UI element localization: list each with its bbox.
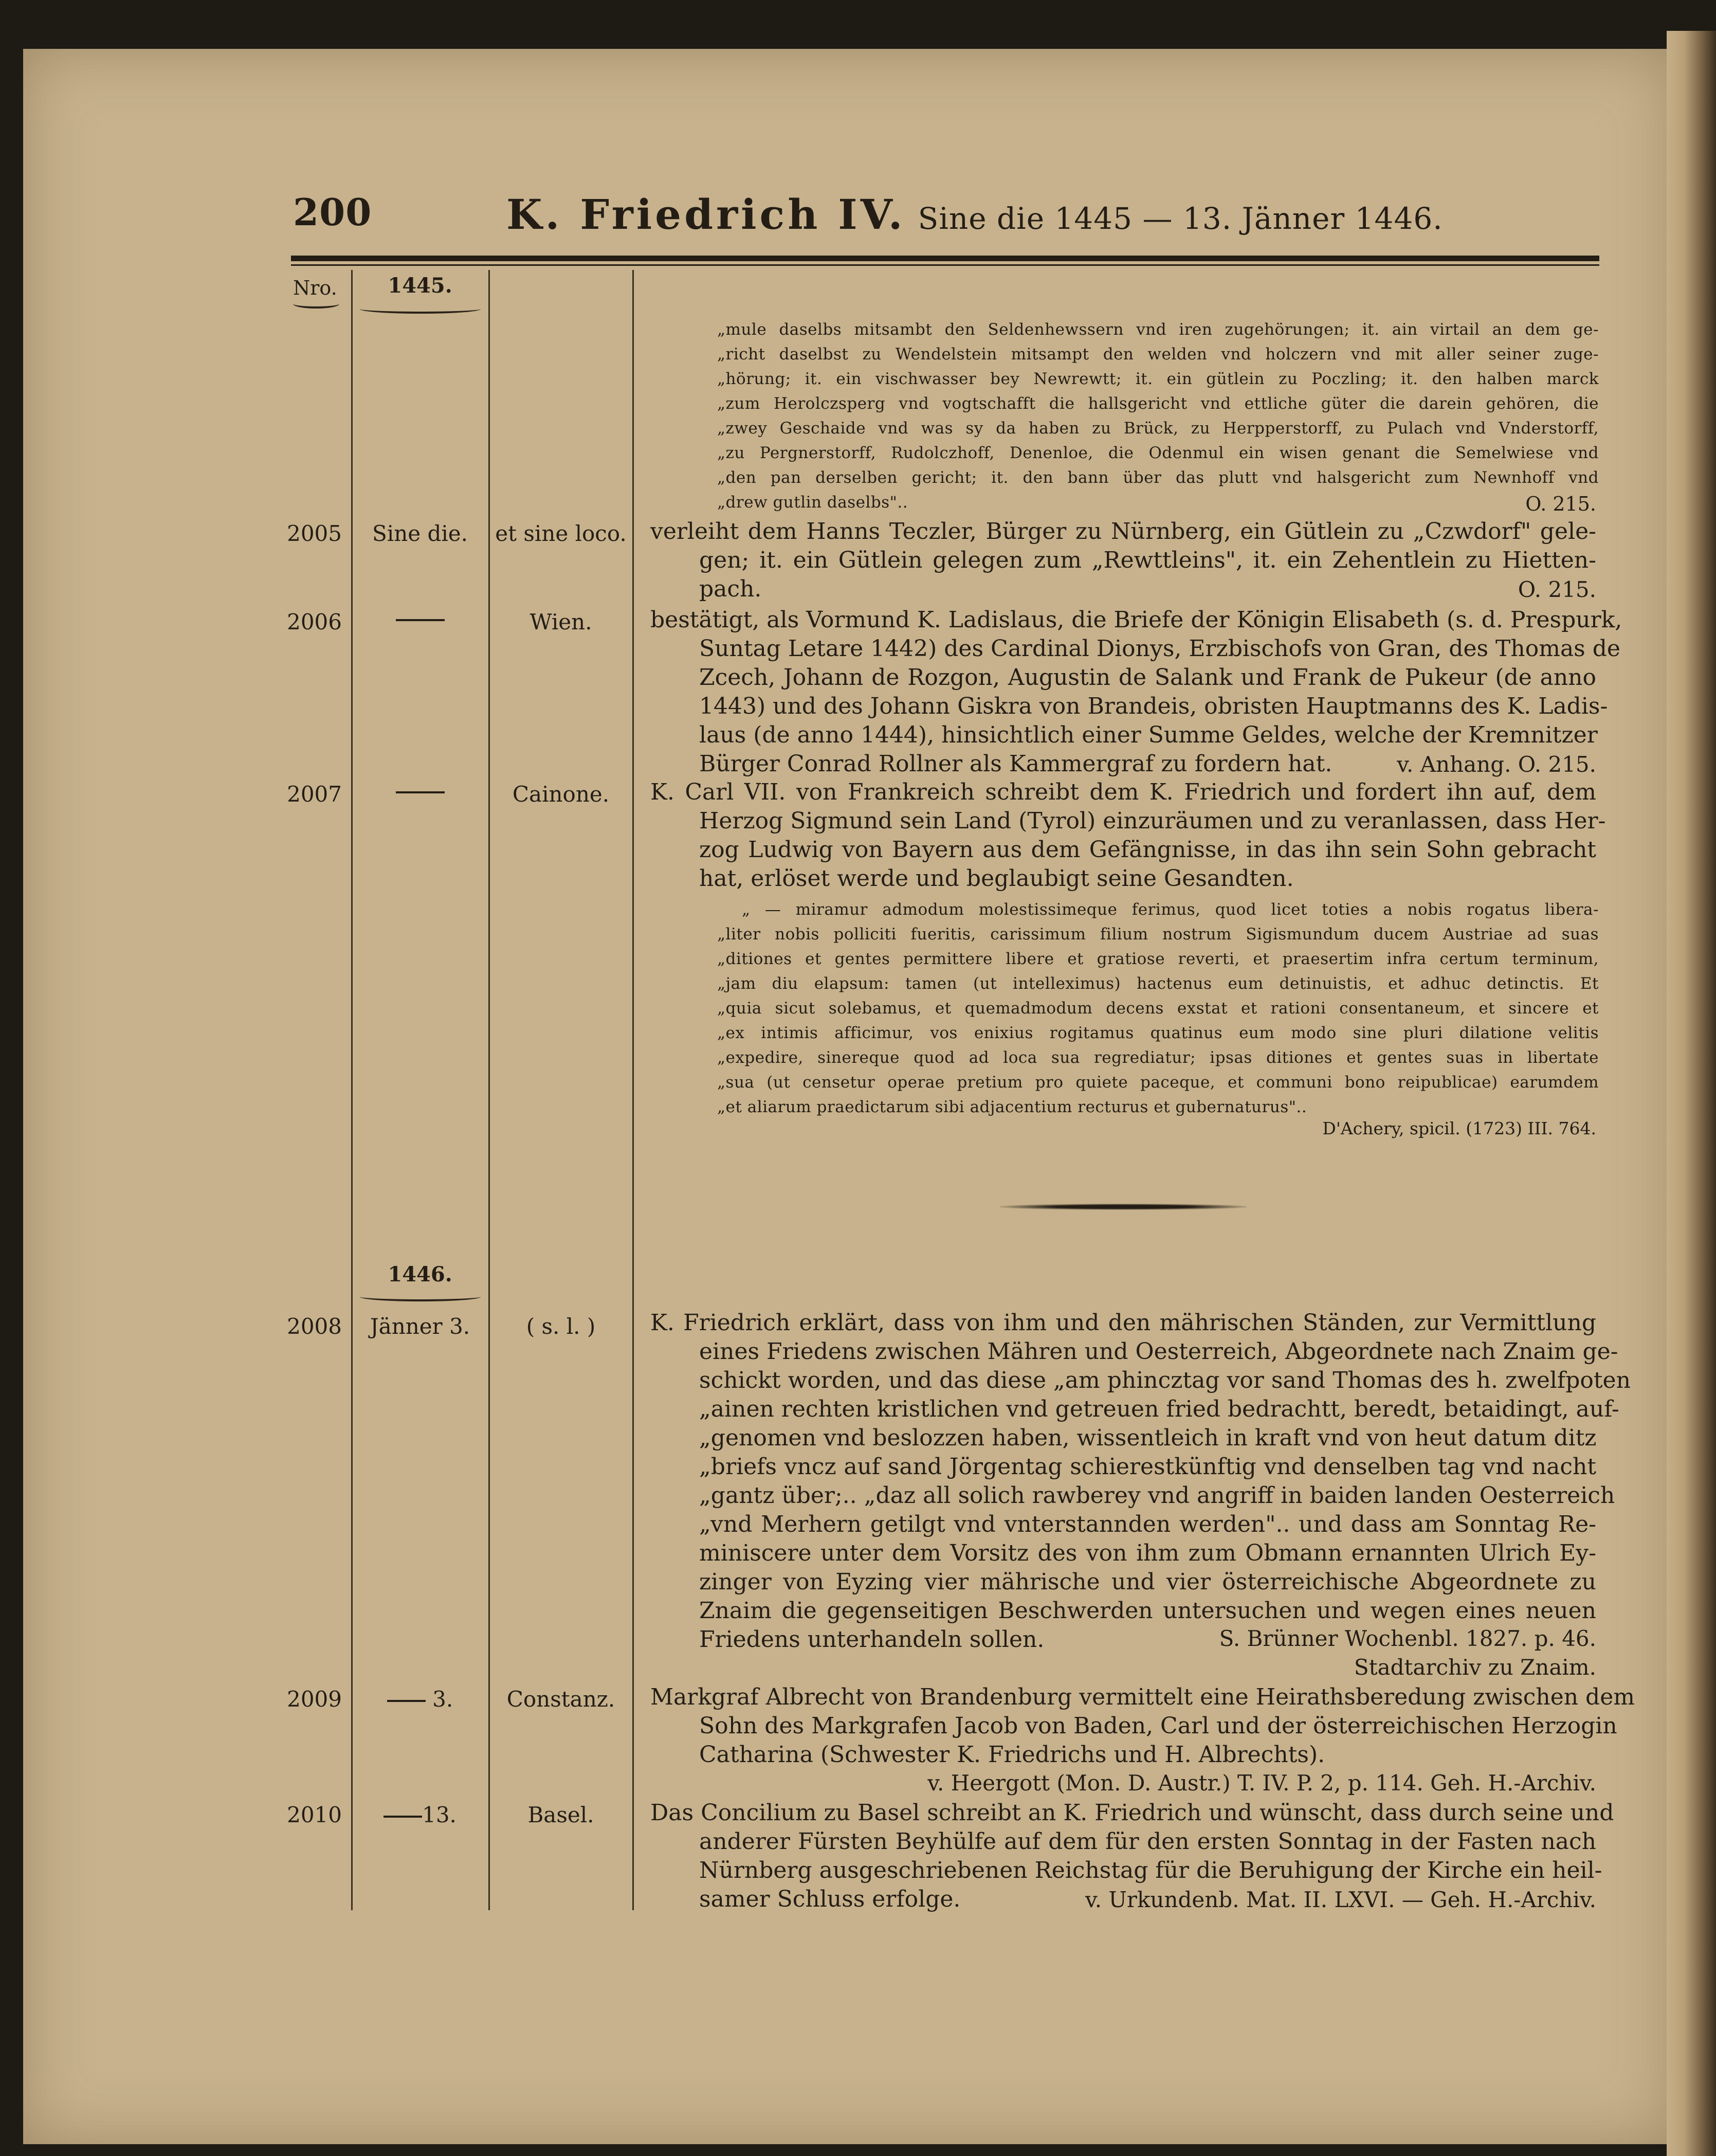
running-title-dates: Sine die 1445 — 13. Jänner 1446. bbox=[918, 201, 1443, 236]
entry-number: 2008 bbox=[287, 1314, 342, 1339]
quote-line: „zu Pergnerstorff, Rudolczhoff, Denenloe, die Odenmul ein wisen genant die Semelwiese vnd bbox=[717, 444, 1599, 462]
text-line: Markgraf Albrecht von Brandenburg vermittelt eine Heirathsberedung zwischen dem bbox=[650, 1684, 1635, 1710]
ditto-dash bbox=[384, 1816, 422, 1818]
quote-line: „hörung; it. ein vischwasser bey Newrewtt; it. ein gütlein zu Poczling; it. den halben marck bbox=[717, 370, 1599, 388]
quote-line: „sua (ut censetur operae pretium pro quiete paceque, et communi bono reipublicae) earumdem bbox=[717, 1073, 1599, 1092]
citation: Stadtarchiv zu Znaim. bbox=[1354, 1655, 1596, 1680]
ditto-dash bbox=[396, 619, 445, 621]
text-line: Friedens unterhandeln sollen. bbox=[699, 1626, 1045, 1653]
text-line: verleiht dem Hanns Teczler, Bürger zu Nürnberg, ein Gütlein zu „Czwdorf" gele- bbox=[650, 518, 1596, 545]
quote-line: „quia sicut solebamus, et quemadmodum decens exstat et rationi consentaneum, et sincere et bbox=[717, 999, 1599, 1018]
entry-date bbox=[354, 606, 486, 631]
citation: v. Urkundenb. Mat. II. LXVI. — Geh. H.-Archiv. bbox=[1085, 1887, 1596, 1912]
quote-line: „ditiones et gentes permittere libere et gratiose reverti, et praesertim infra certum terminum, bbox=[717, 950, 1599, 968]
quote-line: „mule daselbs mitsambt den Seldenhewssern vnd iren zugehörungen; it. ain virtail an dem ge- bbox=[717, 320, 1599, 339]
citation: D'Achery, spicil. (1723) III. 764. bbox=[1322, 1118, 1596, 1138]
ditto-dash bbox=[396, 791, 445, 793]
entry-text bbox=[650, 517, 1596, 604]
quote-line: „drew gutlin daselbs".. bbox=[717, 493, 908, 512]
number-column-heading: Nro. bbox=[293, 277, 337, 299]
entry-date: Jänner 3. bbox=[370, 1314, 470, 1339]
entry-place: Cainone. bbox=[512, 782, 610, 807]
text-line: miniscere unter dem Vorsitz des von ihm zum Obmann ernannten Ulrich Ey- bbox=[699, 1540, 1596, 1566]
entry-day: 13. bbox=[422, 1802, 457, 1827]
quote-line: „ex intimis afficimur, vos enixius rogitamus quatinus eum modo sine pluri dilatione velitis bbox=[717, 1024, 1599, 1042]
text-line: zinger von Eyzing vier mährische und vier österreichische Abgeordnete zu bbox=[699, 1569, 1596, 1595]
text-line: „ainen rechten kristlichen vnd getreuen fried bedrachtt, beredt, betaidingt, auf- bbox=[699, 1396, 1619, 1422]
entry-date bbox=[354, 1802, 486, 1827]
citation: v. Anhang. O. 215. bbox=[1397, 752, 1596, 777]
text-line: zog Ludwig von Bayern aus dem Gefängnisse, in das ihn sein Sohn gebracht bbox=[699, 837, 1596, 863]
running-title-main: K. Friedrich IV. bbox=[506, 190, 906, 239]
text-line: samer Schluss erfolge. bbox=[699, 1886, 961, 1912]
heading-brace bbox=[293, 299, 339, 309]
text-line: anderer Fürsten Beyhülfe auf dem für den ersten Sonntag in der Fasten nach bbox=[699, 1828, 1596, 1855]
quote-line: „liter nobis polliciti fueritis, carissimum filium nostrum Sigismundum ducem Austriae ad suas bbox=[717, 925, 1599, 944]
entry-place: Constanz. bbox=[506, 1687, 615, 1712]
ditto-dash bbox=[387, 1700, 426, 1702]
column-divider bbox=[632, 270, 634, 1910]
entry-text bbox=[650, 1309, 1631, 1654]
quote-line: „den pan derselben gericht; it. den bann über das plutt vnd halsgericht zum Newnhoff vnd bbox=[717, 468, 1599, 487]
entry-number: 2006 bbox=[287, 609, 342, 635]
header-rule-thin bbox=[291, 264, 1599, 266]
text-line: Zcech, Johann de Rozgon, Augustin de Salank und Frank de Pukeur (de anno bbox=[699, 664, 1596, 691]
entry-date bbox=[354, 1687, 486, 1712]
entry-text bbox=[650, 1683, 1635, 1769]
quote-line: „richt daselbst zu Wendelstein mitsampt den welden vnd holczern vnd mit aller seiner zuge- bbox=[717, 345, 1599, 364]
text-line: bestätigt, als Vormund K. Ladislaus, die Briefe der Königin Elisabeth (s. d. Prespurk, bbox=[650, 607, 1622, 633]
entry-place: Wien. bbox=[530, 609, 592, 635]
entry-text bbox=[650, 778, 1606, 893]
entry-date bbox=[354, 778, 486, 803]
text-line: hat, erlöset werde und beglaubigt seine Gesandten. bbox=[699, 865, 1294, 892]
text-line: K. Friedrich erklärt, dass von ihm und den mährischen Ständen, zur Vermittlung bbox=[650, 1310, 1596, 1336]
text-line: Nürnberg ausgeschriebenen Reichstag für die Beruhigung der Kirche ein heil- bbox=[699, 1857, 1602, 1883]
page-number: 200 bbox=[293, 190, 372, 234]
entry-place: et sine loco. bbox=[495, 521, 627, 546]
text-line: laus (de anno 1444), hinsichtlich einer Summe Geldes, welche der Kremnitzer bbox=[699, 722, 1598, 748]
citation: O. 215. bbox=[1518, 577, 1596, 602]
heading-brace bbox=[360, 1292, 481, 1301]
quote-line: „expedire, sinereque quod ad loca sua regrediatur; ipsas ditiones et gentes suas in libertate bbox=[717, 1048, 1599, 1067]
entry-number: 2010 bbox=[287, 1802, 342, 1827]
book-spine bbox=[1667, 31, 1716, 2156]
quote-line: „jam diu elapsum: tamen (ut intelleximus) hactenus eum detinuistis, et adhuc detinctis. Et bbox=[717, 974, 1599, 993]
text-line: schickt worden, und das diese „am phincztag vor sand Thomas des h. zwelfpoten bbox=[699, 1367, 1631, 1393]
text-line: Suntag Letare 1442) des Cardinal Dionys, Erzbischofs von Gran, des Thomas de bbox=[699, 636, 1620, 662]
text-line: gen; it. ein Gütlein gelegen zum „Rewttleins", it. ein Zehentlein zu Hietten- bbox=[699, 547, 1596, 573]
entry-number: 2009 bbox=[287, 1687, 342, 1712]
text-line: „vnd Merhern getilgt vnd vnterstannden werden".. und dass am Sonntag Re- bbox=[699, 1511, 1596, 1537]
entry-place: ( s. l. ) bbox=[526, 1314, 596, 1339]
entry-date: Sine die. bbox=[372, 521, 468, 546]
text-line: Sohn des Markgrafen Jacob von Baden, Carl und der österreichischen Herzogin bbox=[699, 1713, 1617, 1739]
section-ornament bbox=[1000, 1204, 1247, 1210]
text-line: Catharina (Schwester K. Friedrichs und H. Albrechts). bbox=[699, 1742, 1325, 1768]
citation: v. Heergott (Mon. D. Austr.) T. IV. P. 2, p. 114. Geh. H.-Archiv. bbox=[927, 1770, 1596, 1796]
running-title bbox=[506, 190, 1443, 239]
column-divider bbox=[488, 270, 490, 1910]
text-line: K. Carl VII. von Frankreich schreibt dem K. Friedrich und fordert ihn auf, dem bbox=[650, 779, 1596, 805]
entry-number: 2007 bbox=[287, 782, 342, 807]
text-line: Herzog Sigmund sein Land (Tyrol) einzuräumen und zu veranlassen, dass Her- bbox=[699, 808, 1606, 834]
column-divider bbox=[351, 270, 353, 1910]
quote-line: „zum Herolczsperg vnd vogtschafft die hallsgericht vnd ettliche güter die darein gehören, die bbox=[717, 394, 1599, 413]
continuation-quote bbox=[717, 317, 1599, 515]
quote-line: „ — miramur admodum molestissimeque ferimus, quod licet toties a nobis rogatus libera- bbox=[742, 900, 1599, 919]
text-line: Das Concilium zu Basel schreibt an K. Friedrich und wünscht, dass durch seine und bbox=[650, 1800, 1614, 1826]
text-line: pach. bbox=[699, 576, 762, 602]
entry-place: Basel. bbox=[527, 1802, 594, 1827]
text-line: „briefs vncz auf sand Jörgentag schierestkünftig vnd denselben tag vnd nacht bbox=[699, 1454, 1596, 1480]
latin-quote bbox=[717, 897, 1599, 1119]
text-line: Bürger Conrad Rollner als Kammergraf zu fordern hat. bbox=[699, 751, 1332, 777]
year-heading-1445: 1445. bbox=[388, 274, 452, 298]
quote-line: „zwey Geschaide vnd was sy da haben zu Brück, zu Herpperstorff, zu Pulach vnd Vnderstorff, bbox=[717, 419, 1599, 438]
entry-day: 3. bbox=[432, 1687, 453, 1712]
heading-brace bbox=[360, 304, 481, 314]
header-rule bbox=[291, 256, 1599, 261]
citation: S. Brünner Wochenbl. 1827. p. 46. bbox=[1219, 1626, 1596, 1651]
entry-number: 2005 bbox=[287, 521, 342, 546]
year-heading-1446: 1446. bbox=[388, 1262, 452, 1287]
text-line: Znaim die gegenseitigen Beschwerden untersuchen und wegen eines neuen bbox=[699, 1598, 1596, 1624]
text-line: eines Friedens zwischen Mähren und Oesterreich, Abgeordnete nach Znaim ge- bbox=[699, 1338, 1618, 1365]
quote-line: „et aliarum praedictarum sibi adjacentium recturus et gubernaturus".. bbox=[717, 1098, 1307, 1116]
text-line: „gantz über;.. „daz all solich rawberey vnd angriff in baiden landen Oesterreich bbox=[699, 1482, 1615, 1509]
text-line: 1443) und des Johann Giskra von Brandeis, obristen Hauptmanns des K. Ladis- bbox=[699, 693, 1608, 719]
text-line: „genomen vnd beslozzen haben, wissentleich in kraft vnd von heut datum ditz bbox=[699, 1425, 1597, 1451]
citation: O. 215. bbox=[1525, 493, 1596, 515]
